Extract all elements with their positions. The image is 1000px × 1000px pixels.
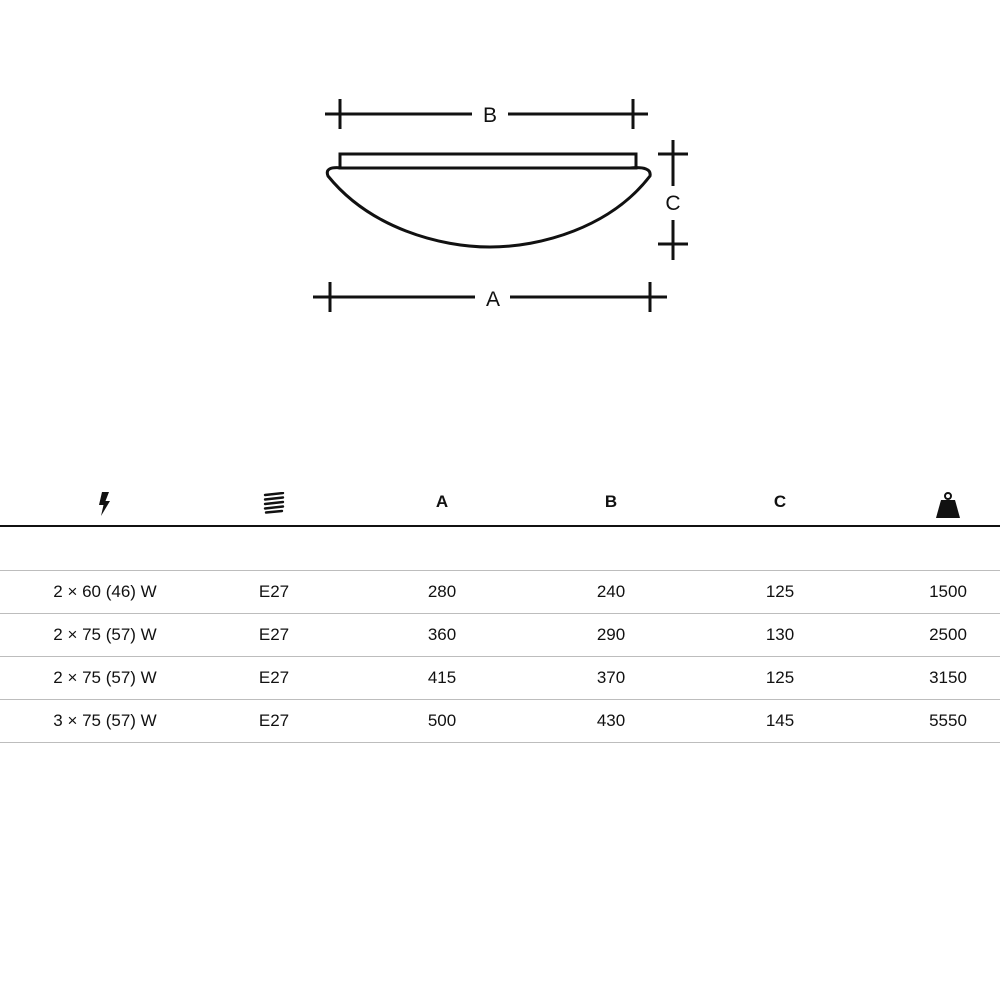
socket-cell: E27 <box>258 711 290 730</box>
power-cell: 2 × 60 (46) W <box>53 582 157 601</box>
column-header-b: B <box>604 492 618 511</box>
dimension-a-cell: 415 <box>427 668 457 687</box>
table-row <box>0 700 1000 743</box>
column-header-c: C <box>773 492 787 511</box>
dimension-c-label: C <box>665 192 681 215</box>
luminaire-outline <box>327 154 650 247</box>
dimension-a-cell: 360 <box>427 625 457 644</box>
table-row <box>0 614 1000 657</box>
dimension-a-label: A <box>485 288 501 311</box>
socket-cell: E27 <box>258 625 290 644</box>
spec-table <box>0 480 1000 743</box>
table-row <box>0 571 1000 614</box>
dimension-b-label: B <box>482 104 498 127</box>
luminaire-dimension-diagram <box>0 0 1000 360</box>
dimension-b-cell: 430 <box>596 711 626 730</box>
dimension-c-cell: 125 <box>765 582 795 601</box>
weight-cell: 3150 <box>929 668 967 687</box>
dimension-b-cell: 290 <box>596 625 626 644</box>
weight-cell: 1500 <box>929 582 967 601</box>
dimension-a-cell: 280 <box>427 582 457 601</box>
weight-icon <box>848 492 1000 518</box>
power-cell: 2 × 75 (57) W <box>53 625 157 644</box>
dimension-b-cell: 240 <box>596 582 626 601</box>
table-spacer-row <box>0 527 1000 571</box>
socket-cell: E27 <box>258 582 290 601</box>
table-row <box>0 657 1000 700</box>
weight-cell: 2500 <box>929 625 967 644</box>
socket-cell: E27 <box>258 668 290 687</box>
table-header <box>0 480 1000 527</box>
dimension-c-cell: 130 <box>765 625 795 644</box>
column-header-a: A <box>435 492 449 511</box>
dimension-a-cell: 500 <box>427 711 457 730</box>
dimension-b-cell: 370 <box>596 668 626 687</box>
power-cell: 3 × 75 (57) W <box>53 711 157 730</box>
weight-cell: 5550 <box>929 711 967 730</box>
dimension-c-cell: 145 <box>765 711 795 730</box>
power-cell: 2 × 75 (57) W <box>53 668 157 687</box>
dimension-c-cell: 125 <box>765 668 795 687</box>
